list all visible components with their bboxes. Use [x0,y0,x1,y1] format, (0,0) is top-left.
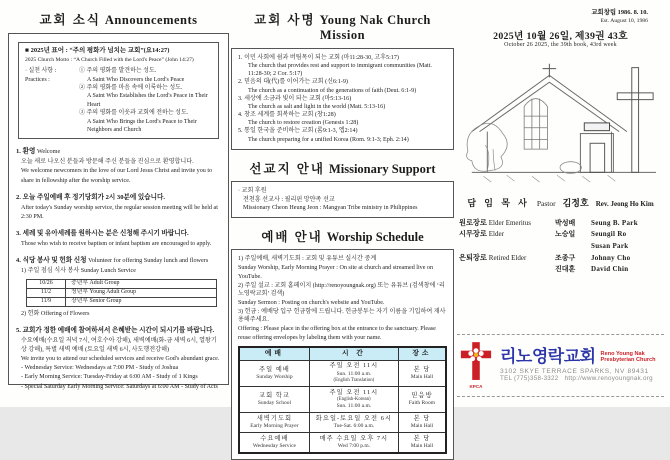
staff-name-ko: 노승일 [555,230,576,239]
staff-role-en: Retired Elder [488,253,527,262]
place-en: Main Hall [410,373,434,380]
motto-title [25,47,212,56]
announcements-column [8,0,229,390]
table-row [27,288,217,297]
table-header-row [239,347,446,361]
place-cell [398,413,446,433]
mission-item-en: The church to restore creation (Genesis 1:28) [248,120,359,127]
mission-item-ko: 3. 세상에 소금과 빛이 되는 교회 (마5:13-16) [238,95,352,102]
staff-role-en: Elder [488,230,504,239]
announcement-session-meeting [16,193,221,222]
lunch-date: 11/2 [27,288,66,297]
time-line: Sun. 11:00 a.m. [336,403,372,410]
worship-title [231,227,454,245]
mission-item-ko: 5. 통일 한국을 준비하는 교회 (롬9:1-3, 엡2:14) [238,128,358,135]
mission-title [231,10,454,43]
place-en: Faith Room [408,400,435,407]
missionary-box [231,181,454,218]
time-line: 주일 오전 11시 [329,388,379,396]
mission-item-en: The church that provides rest and support to immigrant communities (Matt. 11:28-30; 2 Cor. 5:17) [248,63,432,78]
section-title-ko: 1. 환영 [16,148,36,156]
church-phone: TEL (775)358-3322 [500,375,559,382]
church-logo-block [457,334,664,397]
table-row [239,413,446,433]
time-line: 주일 오전 11시 [329,362,379,370]
staff-name-en: David Chin [591,265,629,274]
practices [25,67,212,134]
staff-row [459,229,664,241]
staff-row [459,253,664,265]
service-cell [239,360,309,386]
place-en: Main Hall [410,423,434,430]
place-cell [398,360,446,386]
time-cell [309,413,398,433]
pastor-role-en: Pastor [536,198,556,208]
table-row [239,433,446,453]
staff-role-ko: 시무장로 [459,230,487,239]
staff-name-ko: 조종구 [555,253,576,262]
section-body-line: 수요예배(수요일 저녁 7시, 여호수아 강해), 새벽예배(화-금 새벽 6시, 열왕기상 강해), 특별 새벽 예배 (토요일 새벽 6시, 사도행전강해) [21,337,217,354]
square-bullet-icon: ■ [25,47,29,54]
announcements-title-ko: 교회 소식 [39,13,101,27]
place-ko: 본 당 [413,434,431,442]
mission-item-ko: 2. 믿음의 대(代)를 이어가는 교회 (신6:1-9) [238,79,348,86]
col-header-time: 시 간 [309,347,398,361]
lunch-group: 중년부 Adult Group [66,279,217,288]
mission-title-en: Young Nak Church Mission [319,13,431,42]
section-title: 5. 교회가 정한 예배에 참여하셔서 은혜받는 시간이 되시기를 바랍니다. [16,327,215,335]
section-title [16,147,221,157]
lunch-group: 장년부 Senior Group [66,297,217,306]
practices-label [25,67,79,134]
lunch-service-table [26,279,217,307]
time-line: Wed 7:00 p.m. [337,443,370,450]
time-cell [309,387,398,413]
place-ko: 믿음방 [411,391,433,399]
time-line: 화요일-토요일 오전 6시 [315,414,392,422]
place-en: Main Hall [410,443,434,450]
announcement-welcome [16,147,221,185]
issue-block [457,28,664,48]
missionary-line-ko: 전천흥 선교사 : 필리핀 망얀족 선교 [243,196,335,203]
mission-item-en: The church preparing for a unified Korea (Rom. 9:1-3; Eph. 2:14) [248,136,409,143]
practices-label-en: Practices : [25,77,50,84]
staff-name-ko: 박성배 [555,218,576,227]
missionary-title-en: Missionary Support [328,161,436,176]
worship-note-en: Sunday Worship, Early Morning Prayer : On site at church and streamed live on YouTube. [238,265,434,280]
section-body-line: We welcome newcomers in the love of our Lord Jesus Christ and invite you to share in fellowship after the worship service. [21,168,213,184]
announcement-baptism [16,229,221,249]
worship-note-ko: 2) 주일 설교 : 교회 홈페이지 (http://renoyoungnak.org) 또는 유튜브 (검색창에 ‘리노영락교회’ 검색) [238,282,445,297]
pastor-role-ko: 담 임 목 사 [467,197,530,208]
section-title-en: Volunteer for offering Sunday lunch and flowers [88,256,209,264]
masthead-column [457,0,664,407]
table-row [27,279,217,288]
section-body-line: - Early Morning Service: Tuesday-Friday at 6:00 AM - Study of 1 Kings [21,374,198,381]
section-title [16,256,221,266]
pastor-name-ko: 김정호 [562,197,589,208]
church-name-ko: 리노영락교회 [500,347,596,366]
place-cell [398,387,446,413]
staff-name-en: Susan Park [591,241,629,250]
service-ko: 수요예배 [260,434,289,442]
staff-row [459,241,664,253]
founded-date-ko: 교회창립 1986. 8. 10. [591,9,648,16]
staff-row [459,218,664,230]
worship-title-ko: 예배 안내 [261,230,323,245]
service-en: Sunday School [257,400,292,407]
table-row [239,387,446,413]
logo-name-row [500,348,662,365]
practice-item-en: A Saint Who Establishes the Lord's Peace in Their Heart [87,93,208,108]
church-name-en [601,351,656,365]
worship-title-en: Worship Schedule [326,230,424,245]
announcement-services [16,326,221,392]
church-website-url: http://www.renoyoungnak.org [564,375,653,382]
service-cell [239,387,309,413]
staff-name-en: Seungil Ro [591,230,627,239]
table-row [27,297,217,306]
staff-role [459,218,555,230]
lunch-group: 청년부 Young Adult Group [66,288,217,297]
time-line: (English Translation) [333,378,375,384]
mission-box [231,48,454,150]
lunch-date: 10/26 [27,279,66,288]
service-ko: 주일 예배 [258,365,290,373]
practice-item-ko: ③ 주의 평화를 이웃과 교회에 전하는 성도. [79,110,189,117]
worship-note-ko: 3) 헌금 : 예배당 입구 헌금함에 드립니다. 헌금봉투는 자기 이름을 기입하여 재사용해주세요. [238,309,446,324]
section-body-line: - Special Saturday Early Morning Service: Saturdays at 6:00 AM - Study of Acts [21,383,218,390]
lunch-service-subtitle: 1) 주일 점심 식사 봉사 Sunday Lunch Service [21,267,136,274]
service-ko: 새벽기도회 [256,414,293,422]
mission-item-ko: 1. 이민 사회에 쉼과 버팀목이 되는 교회 (마11:28-30, 고후5:17) [238,55,399,61]
practice-item-ko: ② 주의 평화를 마음 속에 이룩하는 성도. [79,85,183,92]
staff-role-ko: 원로장로 [459,218,487,227]
service-en: Sunday Worship [256,373,293,380]
table-row [239,360,446,386]
place-ko: 본 당 [413,365,431,373]
practice-item-en: A Saint Who Discovers the Lord's Peace [87,76,185,83]
section-title-ko: 4. 식당 봉사 및 헌화 신청 [16,256,87,264]
staff-role [459,241,555,253]
worship-schedule-table [238,346,447,454]
missionary-line-en: Missionary Cheon Heung Jeon : Mangyan Tribe ministry in Philippines [243,205,418,212]
section-body-line: 오늘 새로 나오신 분들과 방문해 주신 분들을 진심으로 환영합니다. [21,159,194,166]
pastor-line [457,196,664,209]
place-cell [398,433,446,453]
staff-role-en: Elder Emeritus [488,218,531,227]
mission-title-ko: 교회 사명 [254,13,316,27]
church-contact [500,375,662,382]
service-cell [239,413,309,433]
announcements-box [8,33,229,390]
staff-role-ko: 은퇴장로 [459,253,487,262]
practice-item-en: A Saint Who Brings the Lord's Peace to Their Neighbors and Church [87,118,197,134]
staff-name-ko [555,241,591,253]
announcement-volunteer [16,256,221,319]
time-line: 매주 수요일 오후 7시 [319,434,389,442]
time-line: Tue-Sat. 6:00 a.m. [333,423,375,430]
service-en: Wednesday Service [252,443,296,450]
section-body-line: Those who wish to receive baptism or infant baptism are encouraged to apply. [21,240,212,247]
flowers-subtitle: 2) 헌화 Offering of Flowers [21,310,90,317]
announcements-title-en: Announcements [104,13,198,27]
worship-note-en: Offering : Please place in the offering box at the entrance to the sanctuary. Please reuse offering envelopes by labeling them with your name. [238,326,436,341]
section-title: 2. 오늘 주일예배 후 정기당회가 2시 30분에 있습니다. [16,193,166,201]
red-cross-flower-icon [459,341,493,383]
motto-box [18,42,219,139]
service-en: Early Morning Prayer [250,423,299,430]
mission-item-ko: 4. 창조 세계를 회복하는 교회 (창1:28) [238,112,336,119]
time-line: (English-Korean) [337,397,371,402]
col-header-place: 장소 [398,347,446,361]
service-cell [239,433,309,453]
section-body-line: We invite you to attend our scheduled services and receive God's abundant grace. [21,356,220,363]
pastor-name-en: Rev. Jeong Ho Kim [595,199,654,208]
time-line: Sun. 11:00 a.m. [336,370,372,377]
motto-english: 2025 Church Motto : “A Church Filled with the Lord's Peace” (John 14:27) [25,56,194,63]
logo-text-block [500,348,662,382]
practices-label-ko: · 실천 사항 : [25,68,57,75]
missionary-support-label: · 교회 후원 [238,187,267,194]
staff-name-en: Seung B. Park [591,218,638,227]
section-body-line: After today's Sunday worship service, the regular session meeting will be held at 2:30 PM. [21,204,218,220]
staff-role [459,264,555,276]
church-name-en-line2: Presbyterian Church [600,357,656,364]
practices-list [79,67,212,134]
mission-item-en: The church as a continuation of the generations of faith (Deut. 6:1-9) [248,87,417,94]
service-ko: 교회 학교 [258,391,290,399]
kpca-label: KPCA [469,384,483,389]
lunch-date: 11/9 [27,297,66,306]
worship-note-en: Sunday Sermon : Posting on church's website and YouTube. [238,299,385,306]
staff-name-en: Johnny Cho [591,253,631,262]
col-header-service: 예배 [239,347,309,361]
church-name-en-line1: Reno Young Nak [600,350,645,357]
kpca-emblem [459,341,493,389]
staff-name-ko: 진대훈 [555,265,576,274]
mission-item-en: The church as salt and light in the world (Matt. 5:13-16) [248,103,386,110]
staff-list [457,218,664,276]
announcements-title [8,10,229,28]
practice-item-ko: ① 주의 평화를 발견하는 성도. [79,68,157,75]
motto-korean: 2025년 표어 : “주의 평화가 넘치는 교회”(요14:27) [30,47,170,54]
founded-block [457,0,664,26]
worship-box [231,249,454,460]
issue-date-en: October 26 2025, the 39th book, 43rd week [504,41,617,48]
staff-role [459,229,555,241]
church-address: 3102 SKYE TERRACE SPARKS, NV 89431 [500,368,649,375]
worship-note-ko: 1) 주일예배, 새벽기도회 : 교회 및 유튜브 실시간 중계 [238,256,377,263]
time-cell [309,360,398,386]
missionary-title-ko: 선교지 안내 [249,161,325,176]
section-body-line: - Wednesday Service: Wednesdays at 7:00 PM - Study of Joshua [21,365,179,372]
time-cell [309,433,398,453]
mission-column [231,0,454,460]
staff-role [459,253,555,265]
church-building-drawing [463,56,659,184]
section-title-en: Welcome [37,148,61,156]
section-title: 3. 세례 및 유아세례를 원하시는 분은 신청해 주시기 바랍니다. [16,229,189,237]
founded-date-en: Est. August 10, 1986 [600,17,648,24]
staff-row [459,264,664,276]
place-ko: 본 당 [413,414,431,422]
issue-date-ko: 2025년 10월 26일, 제39권 43호 [493,30,628,42]
missionary-title [231,159,454,177]
